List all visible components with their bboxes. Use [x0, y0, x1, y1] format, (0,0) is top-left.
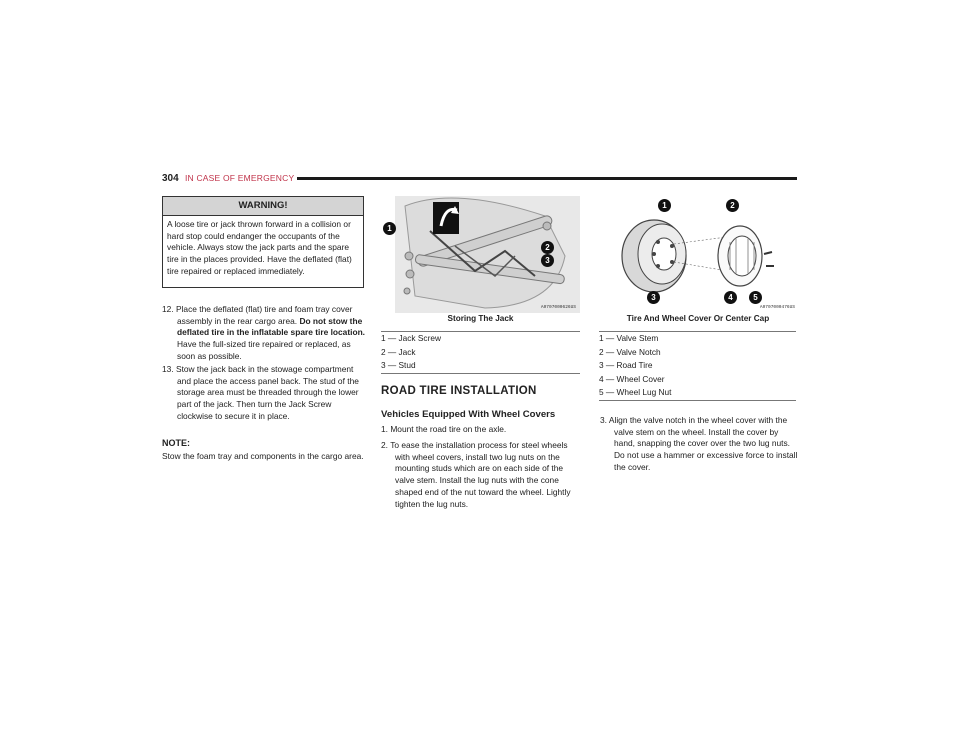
jack-illustration — [395, 196, 580, 313]
step-3 — [600, 415, 798, 474]
legend-item: 4 — Wheel Cover — [599, 373, 665, 384]
step-number: 3. — [600, 415, 607, 425]
step-text: Mount the road tire on the axle. — [390, 424, 507, 434]
header-rule — [297, 177, 797, 180]
step-text: Align the valve notch in the wheel cover with the valve stem on the wheel. Install the cover by hand, snapping the cover over the two lug nuts. Do not use a hammer or excessive force to install the cover. — [608, 415, 798, 472]
legend-item: 3 — Road Tire — [599, 360, 653, 370]
legend-item: 1 — Valve Stem — [599, 333, 659, 343]
callout-1: 1 — [383, 222, 396, 235]
subsection-heading: Vehicles Equipped With Wheel Covers — [381, 409, 556, 420]
step-number: 2. — [381, 440, 388, 450]
legend-bottom-rule — [599, 400, 796, 401]
wheel-legend — [599, 331, 796, 401]
legend-item: 2 — Valve Notch — [599, 346, 661, 357]
figure-code: A0707000476US — [759, 305, 795, 310]
note-title: NOTE: — [162, 438, 190, 448]
legend-item: 5 — Wheel Lug Nut — [599, 387, 672, 397]
legend-bottom-rule — [381, 373, 580, 374]
callout-3: 3 — [647, 291, 660, 304]
callout-5: 5 — [749, 291, 762, 304]
warning-title: WARNING! — [163, 197, 363, 216]
warning-body: A loose tire or jack thrown forward in a collision or hard stop could endanger the occupants of the vehicle. Always stow the jack parts and the spare tire in the places provided. Have the deflated (flat) tire repaired or replaced immediately. — [167, 219, 352, 276]
callout-3: 3 — [541, 254, 554, 267]
callout-2: 2 — [541, 241, 554, 254]
section-heading: ROAD TIRE INSTALLATION — [381, 385, 537, 397]
legend-item: 3 — Stud — [381, 360, 416, 370]
callout-4: 4 — [724, 291, 737, 304]
figure-code: A0707000626US — [540, 305, 576, 310]
callout-2: 2 — [726, 199, 739, 212]
step-text: To ease the installation process for steel wheels with wheel covers, install two lug nuts on the mounting studs which are on each side of the valve stem. Install the lug nuts with the cone shaped end of the nut toward the wheel. Lightly tighten the lug nuts. — [390, 440, 571, 509]
step-number: 13. — [162, 364, 174, 374]
warning-box — [162, 196, 364, 288]
legend-item: 1 — Jack Screw — [381, 333, 441, 343]
wheel-figure — [614, 196, 797, 313]
step-text: Stow the jack back in the stowage compartment and place the access panel back. The stud of the storage area must be threaded through the lower part of the jack. Then turn the Jack Screw clockwise to secure it in place. — [175, 364, 359, 421]
wheel-illustration — [614, 196, 797, 313]
callout-1: 1 — [658, 199, 671, 212]
section-title: IN CASE OF EMERGENCY — [185, 173, 295, 183]
step-text-continued: Have the full-sized tire repaired or replaced, as soon as possible. — [177, 339, 351, 361]
jack-legend — [381, 331, 580, 374]
step-number: 1. — [381, 424, 388, 434]
legend-item: 2 — Jack — [381, 346, 416, 357]
step-number: 12. — [162, 304, 174, 314]
note-body: Stow the foam tray and components in the cargo area. — [162, 451, 364, 461]
step-bold-text: Do not stow the deflated tire in the inflatable spare tire location. — [177, 315, 366, 338]
jack-figure — [395, 196, 580, 313]
step-1 — [381, 424, 581, 436]
step-13 — [162, 364, 366, 423]
wheel-caption: Tire And Wheel Cover Or Center Cap — [626, 314, 770, 323]
step-text: Place the deflated (flat) tire and foam tray cover assembly in the rear cargo area. — [175, 304, 353, 326]
step-2 — [381, 440, 581, 510]
page-number: 304 — [162, 173, 179, 184]
step-12 — [162, 304, 366, 363]
jack-caption: Storing The Jack — [447, 314, 514, 323]
